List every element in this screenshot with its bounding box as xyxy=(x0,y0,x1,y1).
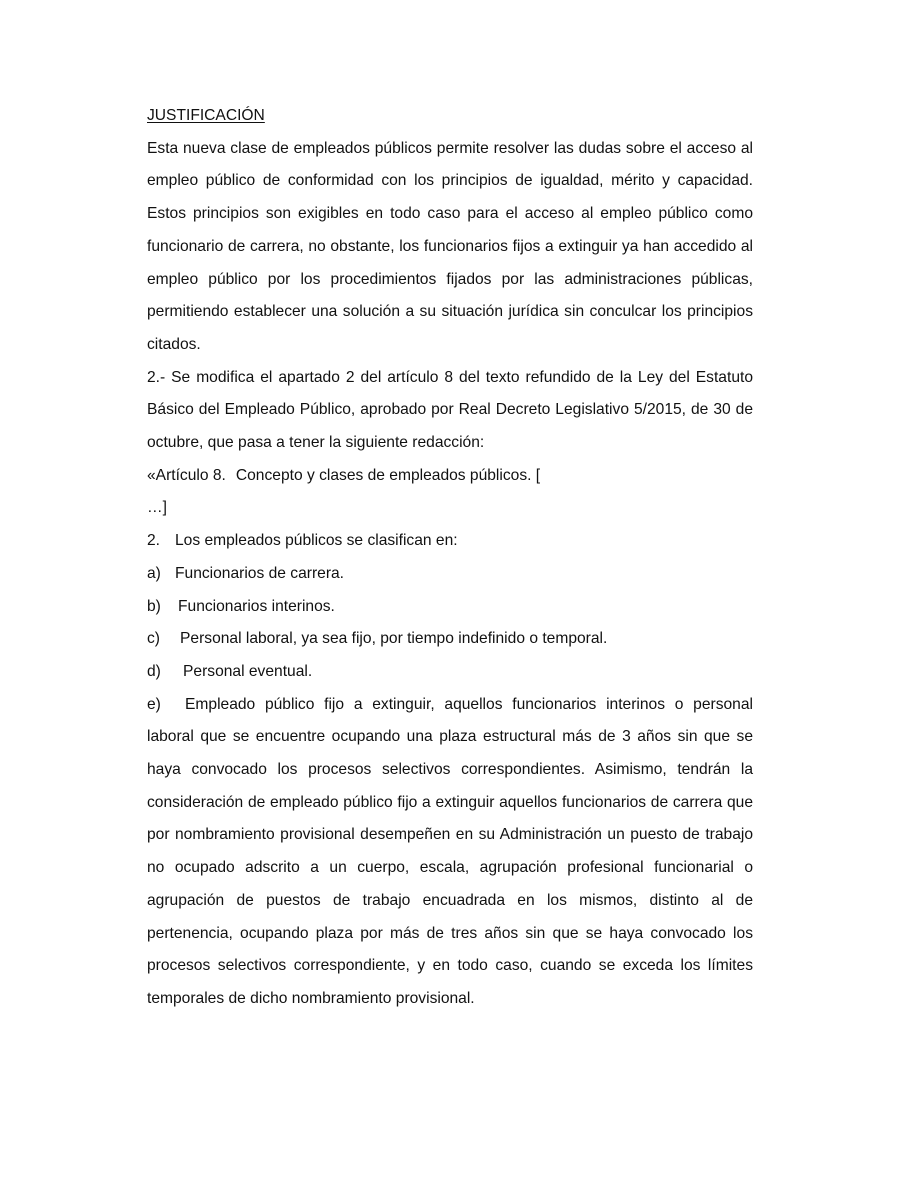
document-page xyxy=(147,100,753,1016)
list-item-b xyxy=(147,591,753,624)
list-item-label: d) xyxy=(147,662,161,680)
classification-intro xyxy=(147,525,753,558)
article-heading-line xyxy=(147,460,753,493)
list-item-c xyxy=(147,623,753,656)
point-number: 2. xyxy=(147,532,161,550)
list-item-a xyxy=(147,558,753,591)
list-item-text: Funcionarios de carrera. xyxy=(175,564,345,582)
amendment-paragraph: 2.- Se modifica el apartado 2 del artículo 8 del texto refundido de la Ley del Estatuto Básico del Empleado Público, aprobado por Real Decreto Legislativo 5/2015, de 30 de octubre, que pasa a tener la siguiente redacción: xyxy=(147,368,753,452)
list-item-text: Funcionarios interinos. xyxy=(178,597,335,615)
article-number: «Artículo 8. xyxy=(147,466,226,484)
list-item-label: e) xyxy=(147,695,161,713)
point-text: Los empleados públicos se clasifican en: xyxy=(175,532,458,550)
article-title: Concepto y clases de empleados públicos. [ xyxy=(235,466,541,484)
list-item-d xyxy=(147,656,753,689)
list-item-text: Personal eventual. xyxy=(183,662,313,680)
justification-paragraph: Esta nueva clase de empleados públicos permite resolver las dudas sobre el acceso al empleo público de conformidad con los principios de igualdad, mérito y capacidad. Estos principios son exigibles en todo caso para el acceso al empleo público como funcionario de carrera, no obstante, los funcionarios fijos a extinguir ya han accedido al empleo público por los procedimientos fijados por las administraciones públicas, permitiendo establecer una solución a su situación jurídica sin conculcar los principios citados. xyxy=(147,139,753,353)
list-item-label: a) xyxy=(147,564,161,582)
list-item-text: Empleado público fijo a extinguir, aquellos funcionarios interinos o personal laboral que se encuentre ocupando una plaza estructural más de 3 años sin que se haya convocado los procesos selectivos correspondientes. Asimismo, tendrán la consideración de empleado público fijo a extinguir aquellos funcionarios de carrera que por nombramiento provisional desempeñen en su Administración un puesto de trabajo no ocupado adscrito a un cuerpo, escala, agrupación profesional funcionarial o agrupación de puestos de trabajo encuadrada en los mismos, distinto al de pertenencia, ocupando plaza por más de tres años sin que se haya convocado los procesos selectivos correspondiente, y en todo caso, cuando se exceda los límites temporales de dicho nombramiento provisional. xyxy=(147,695,753,1007)
list-item-label: b) xyxy=(147,597,161,615)
ellipsis-line: …] xyxy=(147,499,167,517)
list-item-e xyxy=(147,689,753,1016)
section-heading: JUSTIFICACIÓN xyxy=(147,107,265,124)
list-item-text: Personal laboral, ya sea fijo, por tiempo indefinido o temporal. xyxy=(180,630,608,648)
list-item-label: c) xyxy=(147,630,160,648)
